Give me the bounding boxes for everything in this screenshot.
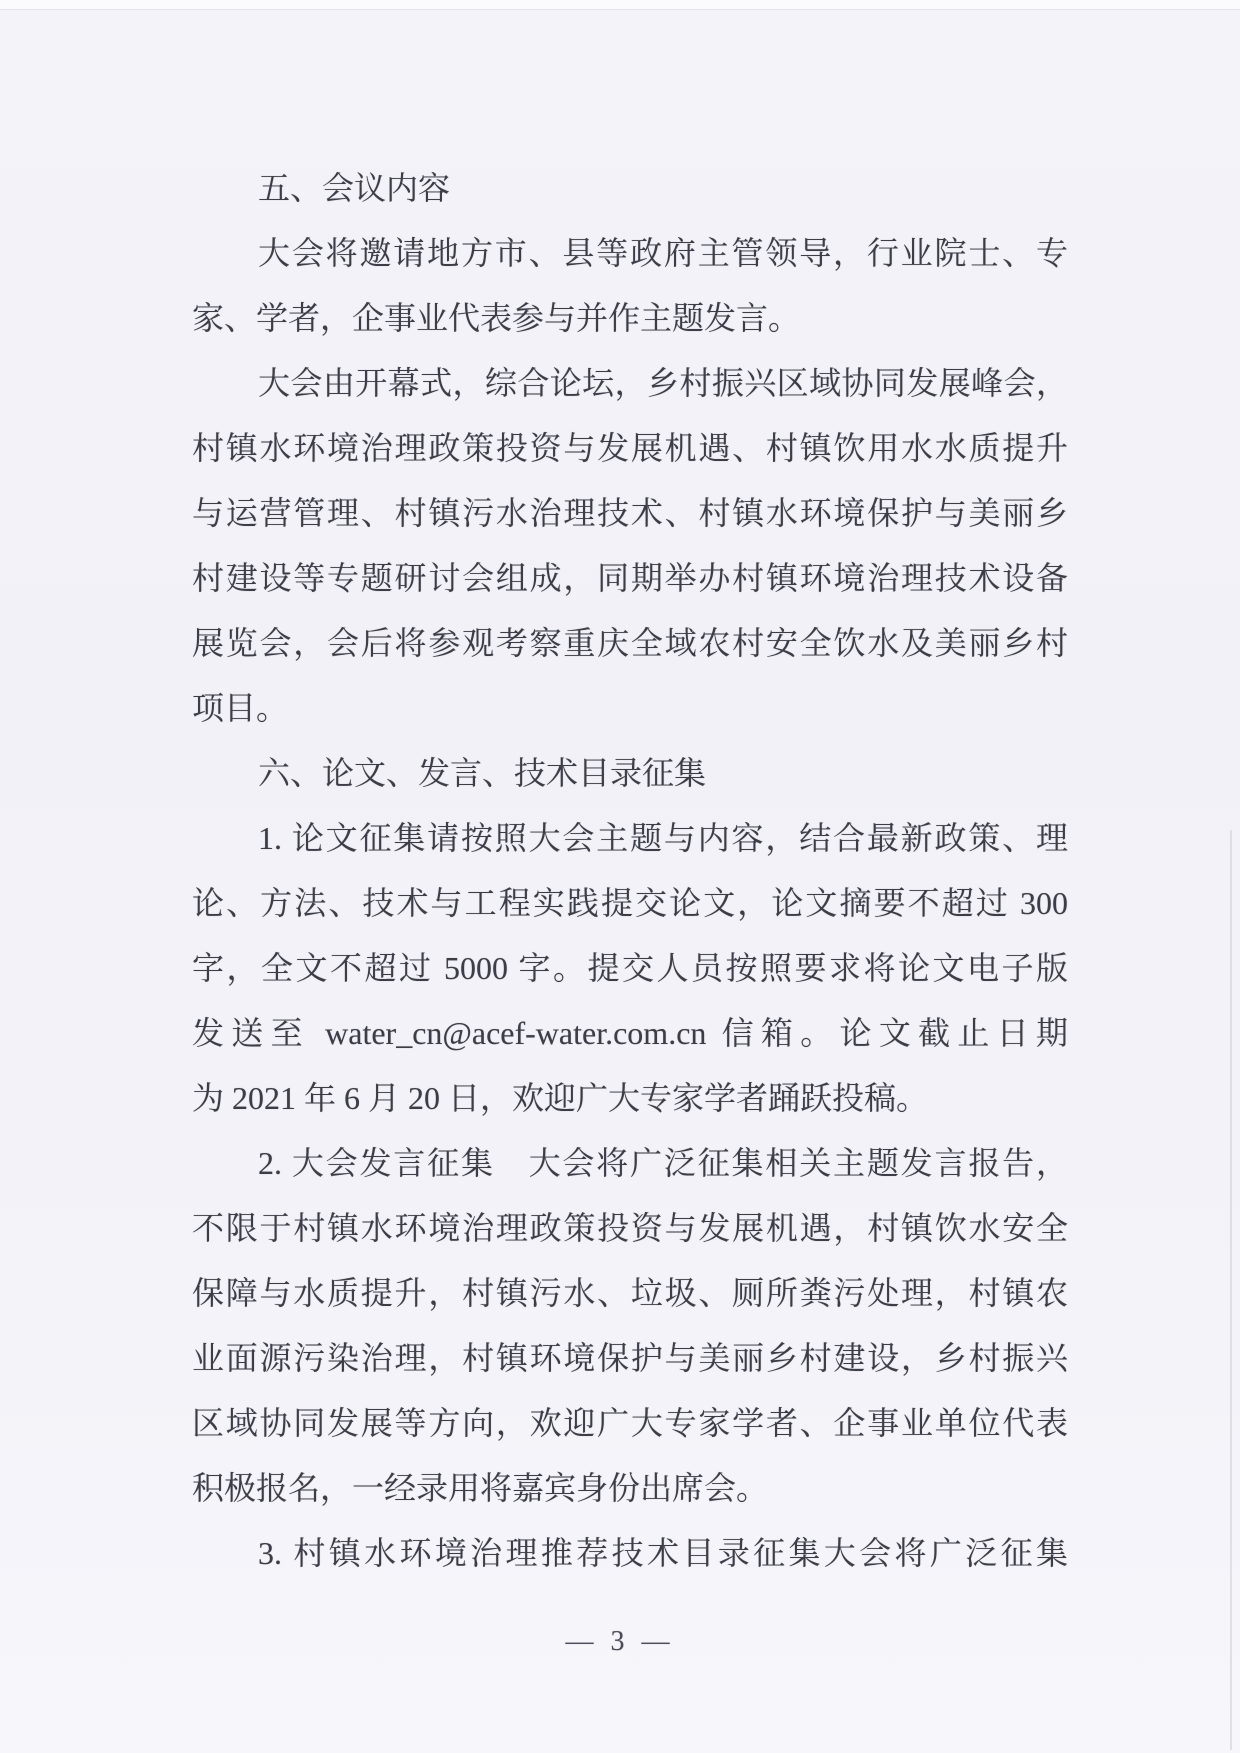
- section-heading: 六、论文、发言、技术目录征集: [258, 755, 707, 791]
- document-body: [192, 156, 1068, 1586]
- text-line: 项目。: [192, 690, 289, 726]
- section-heading: 五、会议内容: [258, 170, 451, 206]
- text-line: 1. 论文征集请按照大会主题与内容，结合最新政策、理: [258, 820, 1068, 856]
- text-line: 为 2021 年 6 月 20 日，欢迎广大专家学者踊跃投稿。: [192, 1080, 929, 1116]
- text-line: 保障与水质提升，村镇污水、垃圾、厕所粪污处理，村镇农: [192, 1275, 1068, 1311]
- text-line: 大会由开幕式，综合论坛，乡村振兴区域协同发展峰会，: [258, 365, 1068, 401]
- text-line: 家、学者，企事业代表参与并作主题发言。: [192, 300, 801, 336]
- text-line: 2. 大会发言征集 大会将广泛征集相关主题发言报告，: [258, 1145, 1068, 1181]
- text-line: 与运营管理、村镇污水治理技术、村镇水环境保护与美丽乡: [192, 495, 1068, 531]
- text-line: 论、方法、技术与工程实践提交论文，论文摘要不超过 300: [192, 885, 1068, 921]
- text-line: 大会将邀请地方市、县等政府主管领导，行业院士、专: [258, 235, 1068, 271]
- text-line: 展览会，会后将参观考察重庆全域农村安全饮水及美丽乡村: [192, 625, 1068, 661]
- text-line: 区域协同发展等方向，欢迎广大专家学者、企事业单位代表: [192, 1405, 1068, 1441]
- text-line: 业面源污染治理，村镇环境保护与美丽乡村建设，乡村振兴: [192, 1340, 1068, 1376]
- text-line: 不限于村镇水环境治理政策投资与发展机遇，村镇饮水安全: [192, 1210, 1068, 1246]
- text-line: 发送至 water_cn@acef-water.com.cn 信箱。论文截止日期: [192, 1015, 1068, 1051]
- text-line: 积极报名，一经录用将嘉宾身份出席会。: [192, 1470, 769, 1506]
- text-line: 字，全文不超过 5000 字。提交人员按照要求将论文电子版: [192, 950, 1068, 986]
- scan-edge-line: [1230, 830, 1232, 1750]
- text-line: 村建设等专题研讨会组成，同期举办村镇环境治理技术设备: [192, 560, 1068, 596]
- text-line: 村镇水环境治理政策投资与发展机遇、村镇饮用水水质提升: [192, 430, 1068, 466]
- page-number: — 3 —: [565, 1626, 675, 1657]
- scan-artifact-top-strip: [0, 0, 1240, 10]
- text-line: 3. 村镇水环境治理推荐技术目录征集大会将广泛征集: [258, 1535, 1068, 1571]
